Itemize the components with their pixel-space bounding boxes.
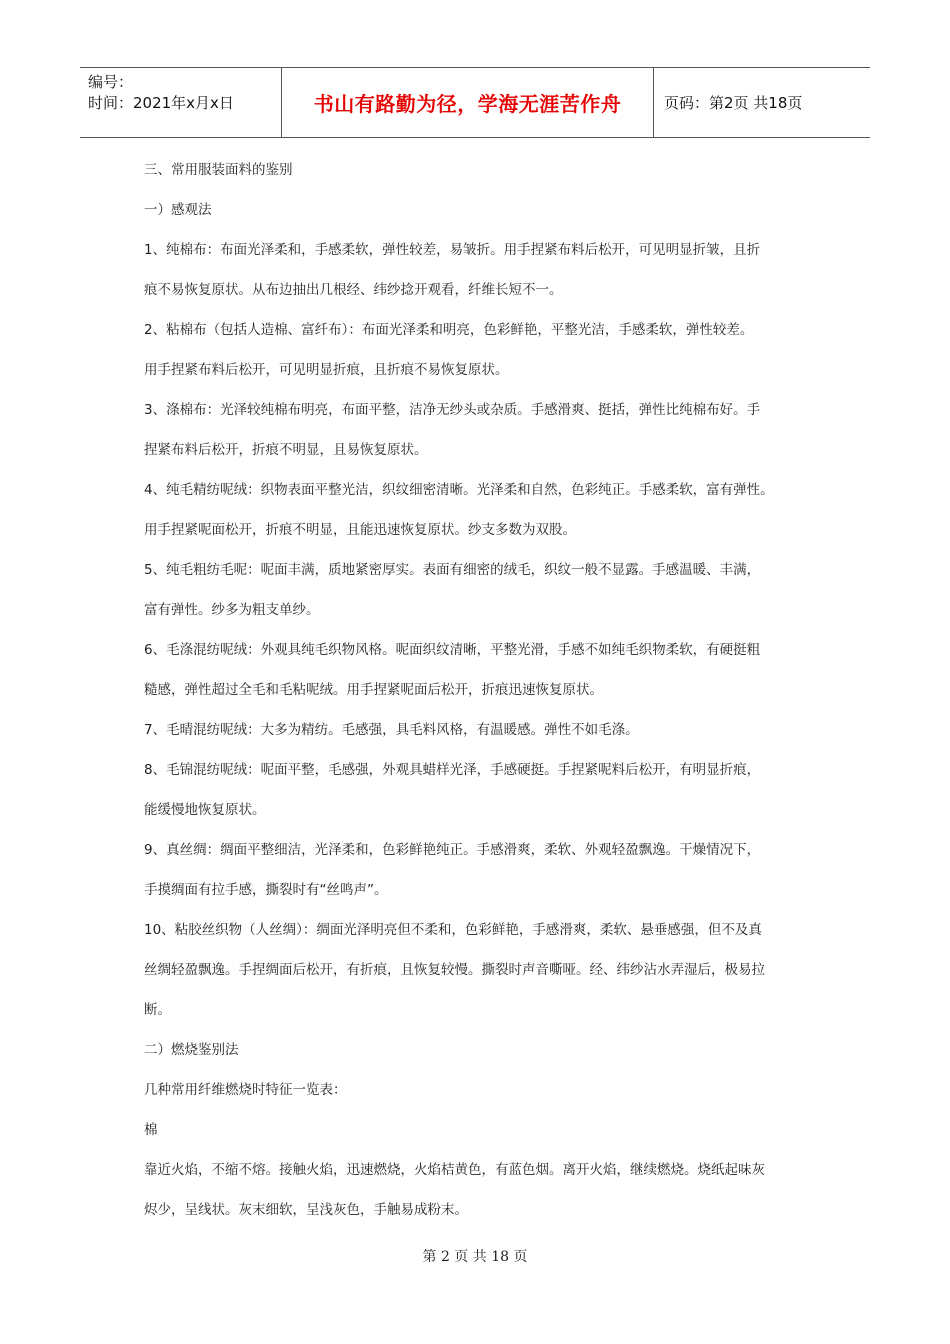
paragraph-line: 3、涤棉布：光泽较纯棉布明亮，布面平整，洁净无纱头或杂质。手感滑爽、挺括，弹性比纯棉布好。手 [144,402,761,418]
paragraph-line: 5、纯毛粗纺毛呢：呢面丰满，质地紧密厚实。表面有细密的绒毛，织纹一般不显露。手感温暖、丰满， [144,562,761,578]
paragraph-line: 10、粘胶丝织物（人丝绸）：绸面光泽明亮但不柔和，色彩鲜艳，手感滑爽，柔软、悬垂感强，但不及真 [144,922,762,938]
header-motto: 书山有路勤为径，学海无涯苦作舟 [313,92,622,116]
paragraph-line: 捏紧布料后松开，折痕不明显，且易恢复原状。 [144,442,428,458]
document-date: 时间：2021年x月x日 [88,94,234,112]
document-number-label: 编号： [88,73,134,91]
paragraph-line: 几种常用纤维燃烧时特征一览表： [144,1082,347,1098]
header-page-cell [654,68,870,137]
paragraph-line: 9、真丝绸：绸面平整细洁，光泽柔和，色彩鲜艳纯正。手感滑爽，柔软、外观轻盈飘逸。干燥情况下， [144,842,761,858]
document-body [144,160,814,1240]
paragraph-line: 用手捏紧呢面松开，折痕不明显，且能迅速恢复原状。纱支多数为双股。 [144,522,576,538]
paragraph-line: 断。 [144,1002,171,1018]
header-motto-cell [281,68,654,137]
paragraph-line: 4、纯毛精纺呢绒：织物表面平整光洁，织纹细密清晰。光泽柔和自然，色彩纯正。手感柔软，富有弹性。 [144,482,774,498]
paragraph-line: 2、粘棉布（包括人造棉、富纤布）：布面光泽柔和明亮，色彩鲜艳，平整光洁，手感柔软，弹性较差。 [144,322,754,338]
page-header [80,67,870,138]
paragraph-line: 用手捏紧布料后松开，可见明显折痕，且折痕不易恢复原状。 [144,362,509,378]
page-footer: 第 2 页 共 18 页 [422,1249,528,1265]
paragraph-line: 靠近火焰，不缩不熔。接触火焰，迅速燃烧，火焰桔黄色，有蓝色烟。离开火焰，继续燃烧。烧纸起味灰 [144,1162,765,1178]
paragraph-line: 糙感，弹性超过全毛和毛粘呢绒。用手捏紧呢面后松开，折痕迅速恢复原状。 [144,682,603,698]
section-title: 三、常用服装面料的鉴别 [144,162,293,178]
paragraph-line: 6、毛涤混纺呢绒：外观具纯毛织物风格。呢面织纹清晰，平整光滑，手感不如纯毛织物柔软，有硬挺粗 [144,642,761,658]
subsection-title: 一）感观法 [144,202,212,218]
paragraph-line: 手摸绸面有拉手感，撕裂时有“丝鸣声”。 [144,882,388,898]
paragraph-line: 痕不易恢复原状。从布边抽出几根经、纬纱捻开观看，纤维长短不一。 [144,282,563,298]
paragraph-line: 8、毛锦混纺呢绒：呢面平整，毛感强，外观具蜡样光泽，手感硬挺。手捏紧呢料后松开，有明显折痕， [144,762,761,778]
paragraph-line: 7、毛晴混纺呢绒：大多为精纺。毛感强，具毛料风格，有温暖感。弹性不如毛涤。 [144,722,639,738]
paragraph-line: 丝绸轻盈飘逸。手捏绸面后松开，有折痕，且恢复较慢。撕裂时声音嘶哑。经、纬纱沾水弄湿后，极易拉 [144,962,765,978]
paragraph-line: 烬少，呈线状。灰末细软，呈浅灰色，手触易成粉末。 [144,1202,468,1218]
header-meta-cell [80,68,281,137]
header-page-info: 页码：第2页 共18页 [664,94,803,112]
paragraph-line: 能缓慢地恢复原状。 [144,802,266,818]
paragraph-line: 富有弹性。纱多为粗支单纱。 [144,602,320,618]
subsection-title: 二）燃烧鉴别法 [144,1042,239,1058]
fiber-name: 棉 [144,1122,158,1138]
paragraph-line: 1、纯棉布：布面光泽柔和，手感柔软，弹性较差，易皱折。用手捏紧布料后松开，可见明显折皱，且折 [144,242,761,258]
